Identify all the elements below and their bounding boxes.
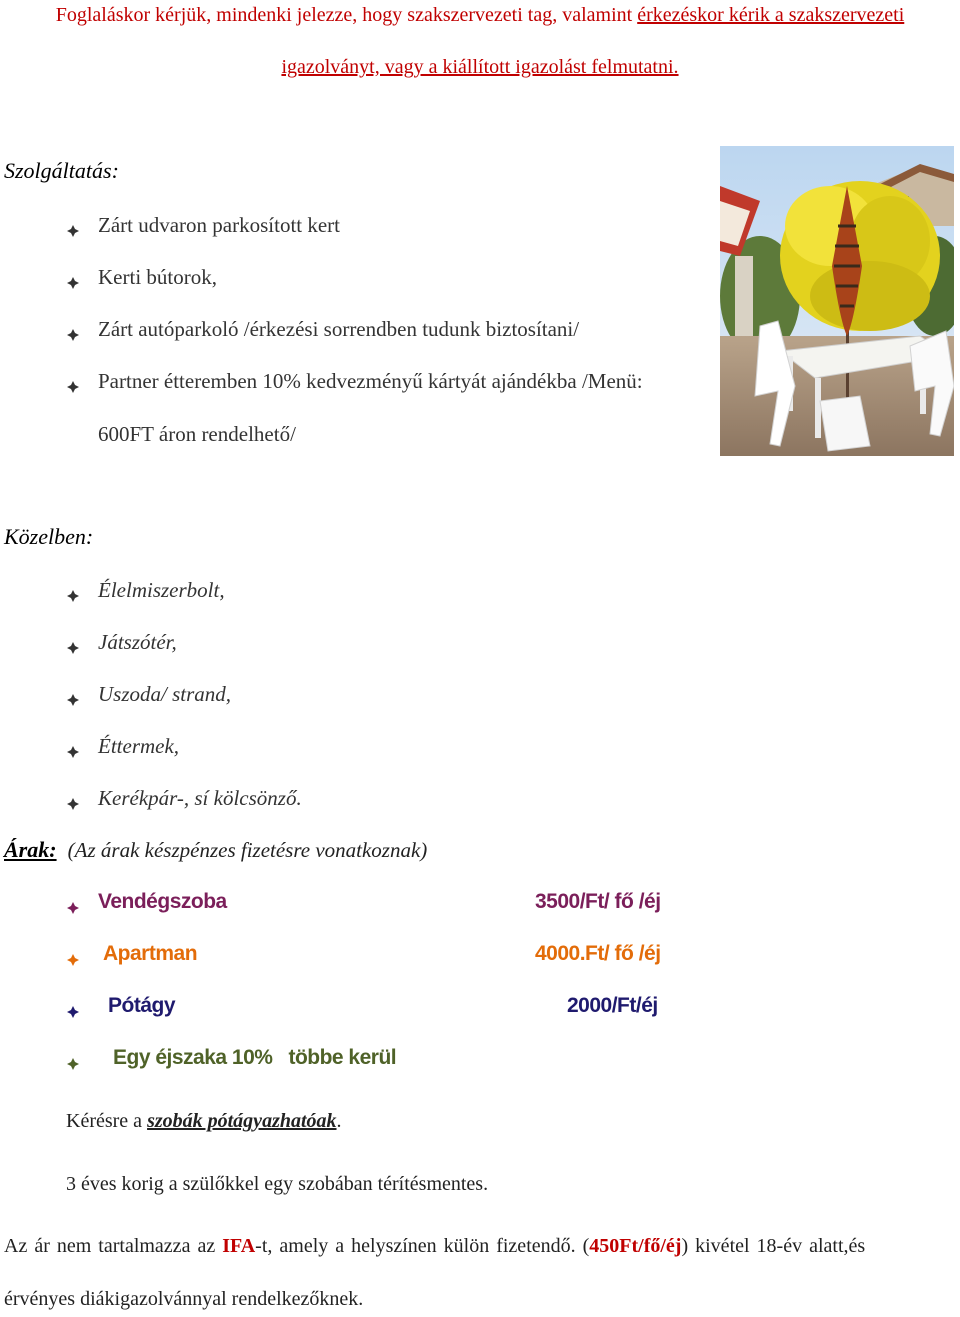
list-item-text: Partner étteremben 10% kedvezményű kártyát ajándékba /Menü: <box>98 369 643 393</box>
diamond-bullet-icon <box>66 641 80 655</box>
diamond-bullet-icon <box>66 745 80 759</box>
diamond-bullet-icon <box>66 953 80 967</box>
diamond-bullet-icon <box>66 797 80 811</box>
note-emphasis: szobák pótágyazhatóak <box>147 1110 337 1132</box>
extra-bed-note <box>66 1110 342 1133</box>
notice-line-1 <box>0 4 960 27</box>
price-row-label: Egy éjszaka 10% többe kerül <box>113 1046 397 1069</box>
price-row-label: Pótágy <box>108 994 176 1017</box>
list-item-text: Játszótér, <box>98 630 177 654</box>
note-text: ) kivétel 18-év alatt,és <box>681 1235 866 1257</box>
note-text: . <box>336 1110 342 1132</box>
notice-text: Foglaláskor kérjük, mindenki jelezze, hogy szakszervezeti tag, valamint <box>55 4 638 26</box>
garden-furniture-photo <box>720 146 954 456</box>
diamond-bullet-icon <box>66 276 80 290</box>
list-item-text: Kerti bútorok, <box>98 265 217 289</box>
list-item-continuation: 600FT áron rendelhető/ <box>98 422 296 446</box>
price-row-value: 3500/Ft/ fő /éj <box>535 890 661 913</box>
notice-line-2: igazolványt, vagy a kiállított igazolást felmutatni. <box>281 56 679 78</box>
prices-heading-row <box>4 837 427 863</box>
price-row-label: Apartman <box>103 942 198 965</box>
tax-note-line-1 <box>4 1235 865 1258</box>
diamond-bullet-icon <box>66 1057 80 1071</box>
tax-amount: 450Ft/fő/éj <box>589 1235 682 1257</box>
nearby-heading: Közelben: <box>4 524 94 549</box>
price-row-label: Vendégszoba <box>98 890 227 913</box>
diamond-bullet-icon <box>66 693 80 707</box>
diamond-bullet-icon <box>66 1005 80 1019</box>
note-text: Kérésre a <box>66 1110 148 1132</box>
ifa-text: IFA <box>222 1235 256 1257</box>
diamond-bullet-icon <box>66 589 80 603</box>
children-note: 3 éves korig a szülőkkel egy szobában térítésmentes. <box>66 1173 489 1195</box>
price-row-value: 2000/Ft/éj <box>567 994 658 1017</box>
prices-heading: Árak: <box>4 837 57 862</box>
diamond-bullet-icon <box>66 901 80 915</box>
list-item-text: Élelmiszerbolt, <box>98 578 225 602</box>
diamond-bullet-icon <box>66 328 80 342</box>
prices-heading-note: (Az árak készpénzes fizetésre vonatkoznak) <box>67 838 428 862</box>
list-item-text: Kerékpár-, sí kölcsönző. <box>98 786 302 810</box>
note-text: Az ár nem tartalmazza az <box>4 1235 223 1257</box>
list-item-text: Zárt autóparkoló /érkezési sorrendben tudunk biztosítani/ <box>98 317 580 341</box>
list-item-text: Uszoda/ strand, <box>98 682 232 706</box>
list-item-text: Éttermek, <box>98 734 180 758</box>
note-text: -t, amely a helyszínen külön fizetendő. ( <box>255 1235 590 1257</box>
diamond-bullet-icon <box>66 224 80 238</box>
notice-underlined-text: érkezéskor kérik a szakszervezeti <box>637 4 905 26</box>
services-heading: Szolgáltatás: <box>4 158 119 183</box>
list-item-text: Zárt udvaron parkosított kert <box>98 213 341 237</box>
tax-note-line-2: érvényes diákigazolvánnyal rendelkezőknek. <box>4 1288 364 1310</box>
diamond-bullet-icon <box>66 380 80 394</box>
price-row-value: 4000.Ft/ fő /éj <box>535 942 661 965</box>
